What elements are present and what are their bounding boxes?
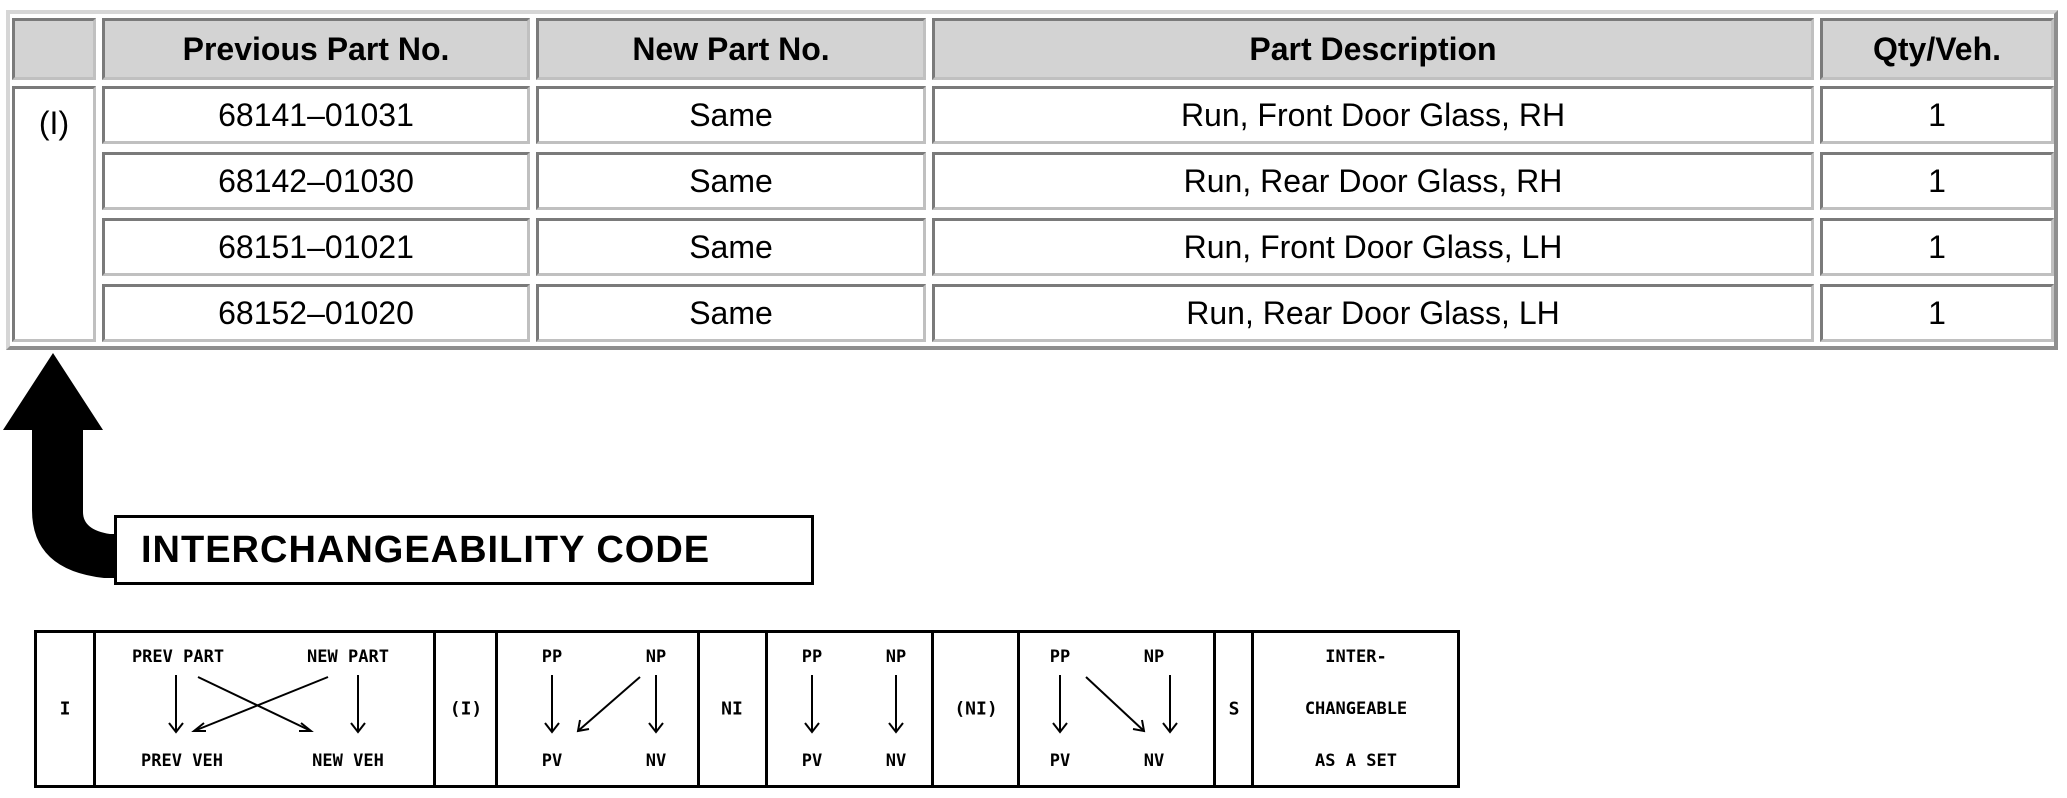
legend-paren-ni-diagram [1017,633,1213,785]
parts-table [6,10,2058,350]
legend-paren-i-code: (I) [433,633,495,785]
qty-cell: 1 [1820,86,2054,144]
pv-label: PV [541,751,563,771]
new-part-cell: Same [536,86,926,144]
as-a-set-label: AS A SET [1315,751,1397,771]
qty-cell: 1 [1820,152,2054,210]
previous-part-cell: 68151–01021 [102,218,530,276]
np-label: NP [1143,647,1165,667]
part-description-cell: Run, Rear Door Glass, RH [932,152,1814,210]
interchangeability-code-cell: (I) [12,86,96,342]
pv-label: PV [1049,751,1071,771]
prev-veh-label: PREV VEH [141,751,223,771]
legend-i-diagram [93,633,433,785]
pp-label: PP [801,647,823,667]
qty-cell: 1 [1820,218,2054,276]
legend-s-code: S [1213,633,1251,785]
legend-ni-code: NI [697,633,765,785]
header-previous-part: Previous Part No. [102,18,530,80]
legend-paren-i-diagram [495,633,697,785]
new-part-cell: Same [536,152,926,210]
header-qty: Qty/Veh. [1820,18,2054,80]
previous-part-cell: 68142–01030 [102,152,530,210]
legend-paren-ni-code: (NI) [931,633,1017,785]
part-description-cell: Run, Front Door Glass, RH [932,86,1814,144]
pp-label: PP [541,647,563,667]
np-label: NP [885,647,907,667]
nv-label: NV [885,751,907,771]
legend-i-code: I [59,698,71,720]
previous-part-cell: 68152–01020 [102,284,530,342]
previous-part-cell: 68141–01031 [102,86,530,144]
header-part-description: Part Description [932,18,1814,80]
new-part-label: NEW PART [307,647,389,667]
pv-label: PV [801,751,823,771]
inter-label: INTER- [1325,647,1387,667]
interchangeability-code-title: INTERCHANGEABILITY CODE [114,515,814,585]
interchangeability-legend [34,630,1460,788]
new-part-cell: Same [536,218,926,276]
nv-label: NV [1143,751,1165,771]
prev-part-label: PREV PART [131,647,225,667]
part-description-cell: Run, Front Door Glass, LH [932,218,1814,276]
np-label: NP [645,647,667,667]
header-code [12,18,96,80]
part-description-cell: Run, Rear Door Glass, LH [932,284,1814,342]
pp-label: PP [1049,647,1071,667]
qty-cell: 1 [1820,284,2054,342]
pointer-arrow-icon [0,350,130,580]
new-part-cell: Same [536,284,926,342]
new-veh-label: NEW VEH [312,751,384,771]
nv-label: NV [645,751,667,771]
changeable-label: CHANGEABLE [1304,699,1408,719]
legend-s-description [1251,633,1457,785]
header-new-part: New Part No. [536,18,926,80]
legend-ni-diagram [765,633,931,785]
